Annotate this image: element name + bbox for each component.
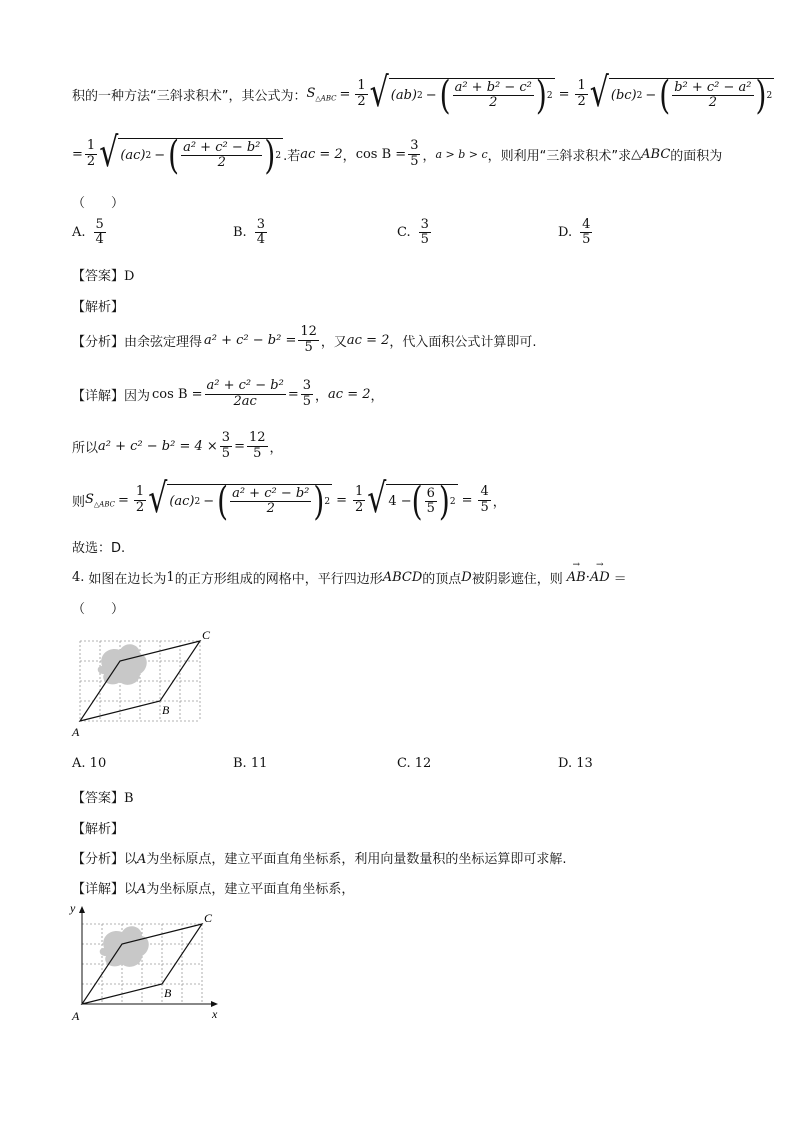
label-c: C bbox=[202, 628, 211, 642]
q4-xiangjie: 【详解】以A为坐标原点，建立平面直角坐标系， bbox=[72, 882, 355, 897]
q3-analysis-tag: 【解析】 bbox=[72, 300, 125, 315]
eq: = bbox=[339, 86, 351, 102]
q4-option-c[interactable]: C. 12 bbox=[397, 756, 432, 771]
cond-cos: cos B = bbox=[355, 146, 407, 162]
q3-fenxi: 【分析】 由余弦定理得 a² + c² − b² = $\frac{12}{5}$ ，又 ac = 2 ，代入面积公式计算即可. bbox=[72, 324, 537, 355]
q3-option-c[interactable]: C. $\frac{3}{5}$ bbox=[397, 217, 429, 248]
label-y: y bbox=[70, 901, 76, 915]
q4-option-b[interactable]: B. 11 bbox=[233, 756, 268, 771]
label-c-2: C bbox=[204, 911, 213, 925]
q4-answer: 【答案】B bbox=[72, 791, 134, 806]
q3-option-d[interactable]: D. $\frac{4}{5}$ bbox=[558, 217, 591, 248]
sqrt-bc: √ (bc) 2 − ( $\frac{\text{b² + c² − a²}}{2}$ ) 2 bbox=[589, 69, 773, 118]
line1-text: 积的一种方法“三斜求积术”，其公式为： bbox=[72, 88, 307, 104]
shadow-blob-2 bbox=[100, 926, 149, 967]
vector-ab: → AB bbox=[567, 570, 586, 585]
q4-blank: （ ） bbox=[72, 602, 125, 617]
cond-ac: ac = 2 bbox=[300, 146, 343, 162]
q4-stem: 4. 如图在边长为 1 的正方形组成的网格中，平行四边形 ABCD 的顶点 D 被阴影遮住，则 → AB · → AD ＝ bbox=[72, 566, 627, 588]
q4-option-d[interactable]: D. 13 bbox=[558, 756, 593, 771]
q3-answer: 【答案】D bbox=[72, 269, 135, 284]
sqrt-ac: √ (ac) 2 − ( $\frac{\text{a² + c² − b²}}{2}$ ) 2 bbox=[99, 129, 282, 178]
line2-text-b: ，则利用“三斜求积术”求 bbox=[487, 148, 632, 164]
formula-s: $S_{\triangle ABC}$ bbox=[306, 85, 337, 103]
q4-analysis-tag: 【解析】 bbox=[72, 822, 125, 837]
cond-order: a > b > c bbox=[435, 147, 488, 161]
q3-blank: （ ） bbox=[72, 196, 125, 211]
line2-text-c: 的面积为 bbox=[670, 148, 723, 164]
q3-xiangjie-1: 【详解】 因为 cos B = $\frac{\text{a² + c² − b²}}{2ac}$ = $\frac{3}{5}$ ， ac = 2 ， bbox=[72, 378, 384, 409]
q3-option-b[interactable]: B. $\frac{3}{4}$ bbox=[233, 217, 265, 248]
formula-line-2: = $\frac{1}{2}$ √ (ac) 2 − ( $\frac{\text{a² + c² − b²}}{2}$ ) 2 .若 ac = 2 ， cos B = $\frac{3}{5}$ ， a > b > c ，则利用“三斜求积术”求 △ABC 的面积为 bbox=[72, 129, 723, 178]
sqrt-ab: √ (ab) 2 − ( $\frac{\text{a² + b² − c²}}{2}$ ) 2 bbox=[369, 69, 553, 118]
q4-figure-axes bbox=[68, 900, 228, 1024]
label-x: x bbox=[212, 1007, 218, 1021]
y-arrow bbox=[79, 906, 85, 913]
q4-fenxi: 【分析】以A为坐标原点，建立平面直角坐标系，利用向量数量积的坐标运算即可求解. bbox=[72, 852, 567, 867]
q3-final: 故选：D. bbox=[72, 541, 126, 556]
label-b-2: B bbox=[164, 986, 172, 1000]
shadow-blob bbox=[98, 644, 147, 685]
q3-option-a[interactable]: A. $\frac{5}{4}$ bbox=[72, 217, 104, 248]
label-a: A bbox=[72, 725, 80, 738]
q4-figure-grid bbox=[68, 626, 218, 738]
grid-lines bbox=[80, 641, 200, 721]
label-a-2: A bbox=[72, 1009, 80, 1023]
q3-xiangjie-3: 则 $S_{\triangle ABC}$ = $\frac{1}{2}$ √ (ac) 2 − ( $\frac{\text{a² + c² − b²}}{2}$ ) 2 = $\frac{1}{2}$ √ 4 − ( $\frac{6}{5}$ ) 2 = $\frac{4}{5}$ ， bbox=[72, 475, 506, 524]
line2-text-a: .若 bbox=[283, 148, 301, 164]
q4-option-a[interactable]: A. 10 bbox=[72, 756, 107, 771]
vector-ad: → AD bbox=[590, 570, 610, 585]
half-frac: $\frac{1}{2}$ bbox=[357, 78, 366, 109]
q3-xiangjie-2: 所以 a² + c² − b² = 4 × $\frac{3}{5}$ = $\frac{12}{5}$ ， bbox=[72, 430, 283, 461]
triangle-label: △ABC bbox=[631, 146, 671, 162]
label-b: B bbox=[162, 703, 170, 717]
formula-line-1: 积的一种方法“三斜求积术”，其公式为： $S_{\triangle ABC}$ = $\frac{1}{2}$ √ (ab) 2 − ( $\frac{\text{a² + b² − c²}}{2}$ ) 2 = $\frac{1}{2}$ √ (bc) 2 − ( $\frac{\text{b² + c² − a²}}{2}$ ) 2 bbox=[72, 69, 773, 118]
